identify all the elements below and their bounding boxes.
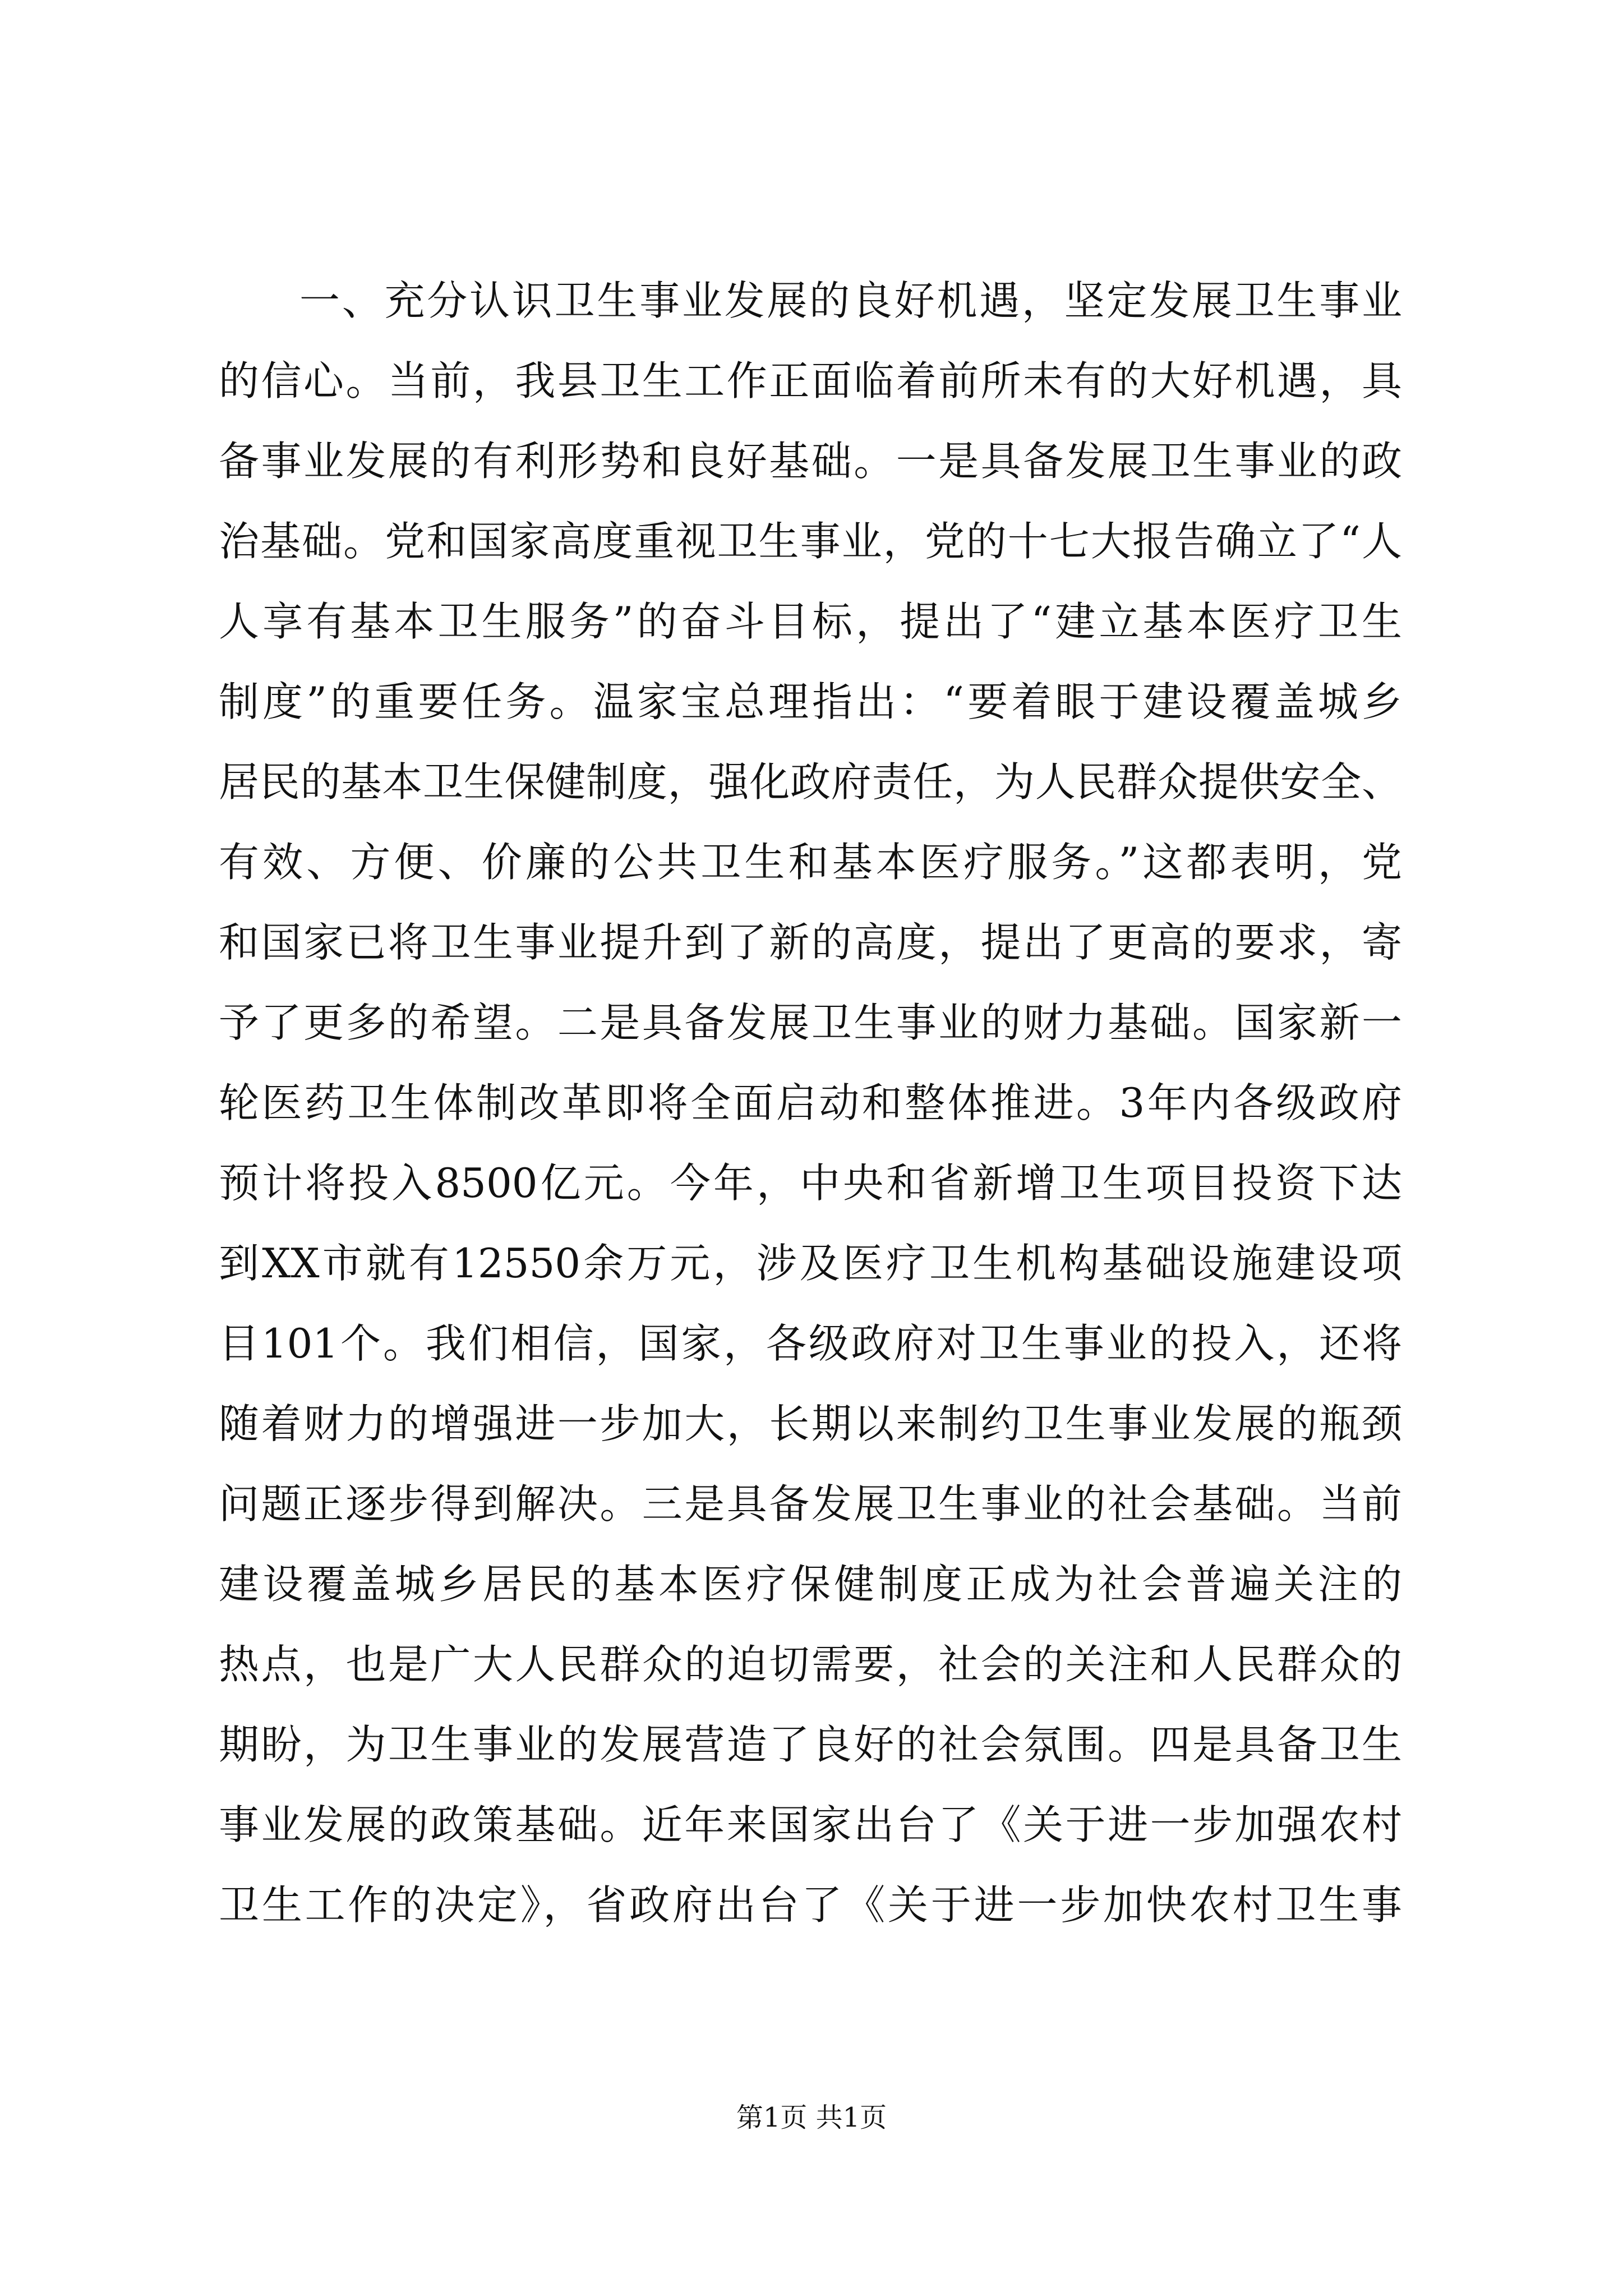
- text-line: 居民的基本卫生保健制度，强化政府责任，为人民群众提供安全、: [219, 758, 1402, 806]
- text-line: 问题正逐步得到解决。三是具备发展卫生事业的社会基础。当前: [219, 1480, 1402, 1527]
- body-paragraph: [219, 261, 1402, 1945]
- text-line: 热点，也是广大人民群众的迫切需要，社会的关注和人民群众的: [219, 1641, 1402, 1688]
- text-line: 治基础。党和国家高度重视卫生事业，党的十七大报告确立了“人: [219, 518, 1402, 565]
- text-line: 和国家已将卫生事业提升到了新的高度，提出了更高的要求，寄: [219, 919, 1402, 966]
- text-line: 期盼，为卫生事业的发展营造了良好的社会氛围。四是具备卫生: [219, 1721, 1402, 1768]
- text-line: 一、充分认识卫生事业发展的良好机遇，坚定发展卫生事业: [299, 277, 1402, 324]
- text-line: 随着财力的增强进一步加大，长期以来制约卫生事业发展的瓶颈: [219, 1400, 1402, 1447]
- text-line: 建设覆盖城乡居民的基本医疗保健制度正成为社会普遍关注的: [219, 1561, 1402, 1608]
- text-line: 备事业发展的有利形势和良好基础。一是具备发展卫生事业的政: [219, 438, 1402, 485]
- text-line: 予了更多的希望。二是具备发展卫生事业的财力基础。国家新一: [219, 999, 1402, 1046]
- text-line: 人享有基本卫生服务”的奋斗目标，提出了“建立基本医疗卫生: [219, 598, 1402, 645]
- text-line: 预计将投入8500亿元。今年，中央和省新增卫生项目投资下达: [219, 1159, 1402, 1207]
- text-line: 卫生工作的决定》，省政府出台了《关于进一步加快农村卫生事: [219, 1881, 1402, 1929]
- page-footer: 第1页 共1页: [736, 2102, 887, 2133]
- text-line: 轮医药卫生体制改革即将全面启动和整体推进。3年内各级政府: [219, 1079, 1402, 1126]
- text-line: 的信心。当前，我县卫生工作正面临着前所未有的大好机遇，具: [219, 357, 1402, 404]
- text-line: 到XX市就有12550余万元，涉及医疗卫生机构基础设施建设项: [219, 1240, 1402, 1287]
- text-line: 事业发展的政策基础。近年来国家出台了《关于进一步加强农村: [219, 1801, 1402, 1848]
- text-line: 制度”的重要任务。温家宝总理指出：“要着眼于建设覆盖城乡: [219, 678, 1402, 725]
- text-line: 目101个。我们相信，国家，各级政府对卫生事业的投入，还将: [219, 1320, 1402, 1367]
- text-line: 有效、方便、价廉的公共卫生和基本医疗服务。”这都表明，党: [219, 839, 1402, 886]
